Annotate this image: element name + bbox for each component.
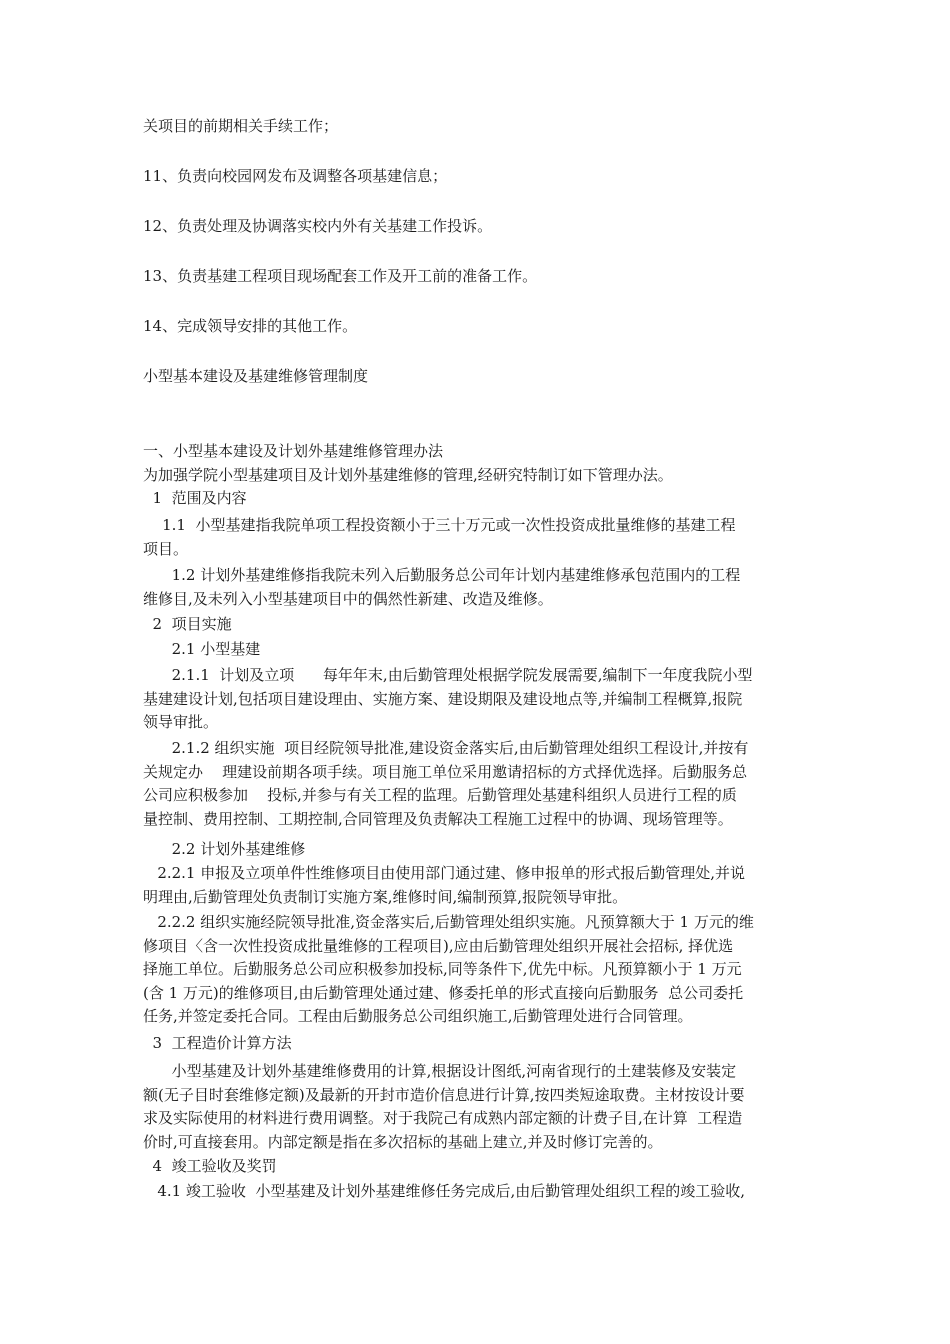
- paragraph-duty-13: 13、负责基建工程项目现场配套工作及开工前的准备工作。: [143, 267, 538, 285]
- paragraph-continued-duty: 关项目的前期相关手续工作；: [143, 117, 339, 135]
- paragraph-duty-14: 14、完成领导安排的其他工作。: [143, 317, 358, 335]
- cost-calculation-line-4: 价时,可直接套用。内部定额是指在多次招标的基础上建立,并及时修订完善的。: [143, 1132, 663, 1151]
- heading-scope: 1 范围及内容: [143, 489, 247, 507]
- clause-2-1-1-line-1: 2.1.1 计划及立项 每年年末,由后勤管理处根据学院发展需要,编制下一年度我院小型: [143, 666, 753, 684]
- heading-completion-acceptance: 4 竣工验收及奖罚: [143, 1157, 277, 1175]
- clause-2-2-1-line-1: 2.2.1 申报及立项单件性维修项目由使用部门通过建、修申报单的形式报后勤管理处,并说: [143, 864, 746, 882]
- clause-2-1-2-line-3: 公司应积极参加 投标,并参与有关工程的监理。后勤管理处基建科组织人员进行工程的质: [143, 786, 737, 804]
- clause-2-2-1-line-2: 明理由,后勤管理处负责制订实施方案,维修时间,编制预算,报院领导审批。: [143, 887, 628, 906]
- heading-small-construction: 2.1 小型基建: [143, 640, 261, 658]
- cost-calculation-line-3: 求及实际使用的材料进行费用调整。对于我院己有成熟内部定额的计费子目,在计算 工程造: [143, 1109, 743, 1127]
- clause-2-2-2-line-4: (含 1 万元)的维修项目,由后勤管理处通过建、修委托单的形式直接向后勤服务 总公司委托: [143, 983, 744, 1002]
- clause-2-1-1-line-2: 基建建设计划,包括项目建设理由、实施方案、建设期限及建设地点等,并编制工程概算,报院: [143, 689, 743, 708]
- clause-2-1-1-line-3: 领导审批。: [143, 713, 219, 731]
- clause-2-2-2-line-1: 2.2.2 组织实施经院领导批准,资金落实后,后勤管理处组织实施。凡预算额大于 1 万元的维: [143, 913, 754, 931]
- clause-2-2-2-line-5: 任务,并签定委托合同。工程由后勤服务总公司组织施工,后勤管理处进行合同管理。: [143, 1007, 693, 1025]
- cost-calculation-line-2: 额(无子目时套维修定额)及最新的开封市造价信息进行计算,按四类短途取费。主材按设计要: [143, 1085, 745, 1104]
- clause-1-1-line-1: 1.1 小型基建指我院单项工程投资额小于三十万元或一次性投资成批量维修的基建工程: [143, 516, 736, 534]
- cost-calculation-line-1: 小型基建及计划外基建维修费用的计算,根据设计图纸,河南省现行的土建装修及安装定: [143, 1062, 737, 1080]
- clause-2-1-2-line-4: 量控制、费用控制、工期控制,合同管理及负责解决工程施工过程中的协调、现场管理等。: [143, 809, 733, 828]
- clause-1-2-line-1: 1.2 计划外基建维修指我院未列入后勤服务总公司年计划内基建维修承包范围内的工程: [143, 566, 741, 584]
- heading-management-measures: 一、小型基本建设及计划外基建维修管理办法: [143, 442, 444, 460]
- clause-1-1-line-2: 项目。: [143, 539, 189, 558]
- paragraph-duty-12: 12、负责处理及协调落实校内外有关基建工作投诉。: [143, 217, 493, 235]
- paragraph-duty-11: 11、负责向校园网发布及调整各项基建信息；: [143, 167, 448, 185]
- clause-2-1-2-line-2: 关规定办 理建设前期各项手续。项目施工单位采用邀请招标的方式择优选择。后勤服务总: [143, 762, 748, 781]
- clause-2-1-2-line-1: 2.1.2 组织实施 项目经院领导批准,建设资金落实后,由后勤管理处组织工程设计,并按有: [143, 739, 749, 757]
- section-title: 小型基本建设及基建维修管理制度: [143, 367, 369, 385]
- heading-unplanned-maintenance: 2.2 计划外基建维修: [143, 840, 306, 858]
- clause-2-2-2-line-2: 修项目〈含一次性投资成批量维修的工程项目),应由后勤管理处组织开展社会招标, 择优选: [143, 936, 734, 955]
- heading-project-implementation: 2 项目实施: [143, 615, 232, 633]
- clause-1-2-line-2: 维修目,及未列入小型基建项目中的偶然性新建、改造及维修。: [143, 589, 553, 608]
- clause-2-2-2-line-3: 择施工单位。后勤服务总公司应积极参加投标,同等条件下,优先中标。凡预算额小于 1 万元: [143, 960, 742, 978]
- clause-4-1-line-1: 4.1 竣工验收 小型基建及计划外基建维修任务完成后,由后勤管理处组织工程的竣工验收,: [143, 1182, 746, 1200]
- intro-line: 为加强学院小型基建项目及计划外基建维修的管理,经研究特制订如下管理办法。: [143, 465, 673, 484]
- heading-cost-calculation: 3 工程造价计算方法: [143, 1034, 292, 1052]
